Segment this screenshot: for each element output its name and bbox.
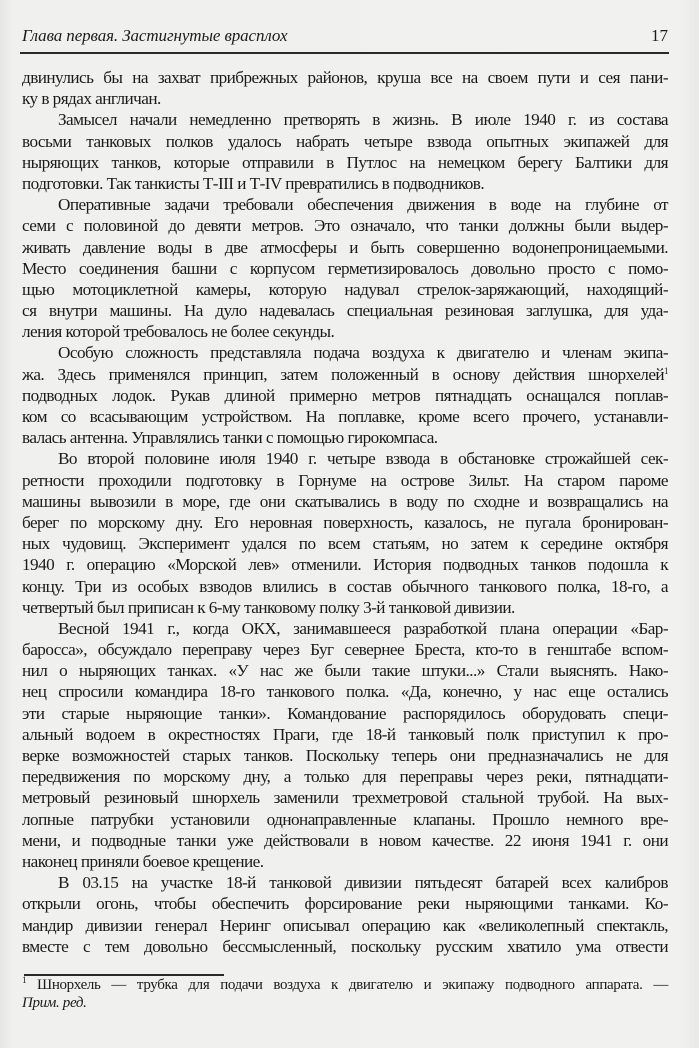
line-text: Замысел начали немедленно претворять в жизнь. В июле 1940 г. из состава (58, 110, 668, 130)
header-rule (20, 52, 669, 54)
line-text: верке возможностей старых танков. Поскольку теперь они предназначались не для (22, 746, 668, 765)
paragraph-first-line (22, 618, 668, 639)
line-text: баросса», обсуждало переправу через Буг севернее Бреста, кто-то в генштабе вспом- (22, 640, 668, 660)
text-line (22, 660, 668, 681)
line-text: вместе с тем довольно бессмысленный, поскольку русским хватило ума отвести (22, 936, 668, 956)
line-text: Оперативные задачи требовали обеспечения движения в воде на глубине от (58, 195, 668, 215)
text-line (22, 787, 668, 808)
line-text: нил о ныряющих танках. «У нас же были такие штуки...» Стали выяснять. Нако- (22, 661, 668, 681)
line-text: Место соединения башни с корпусом герметизировалось довольно просто с помо- (22, 258, 668, 278)
text-line (22, 173, 668, 194)
line-text: валась антенна. Управлялись танки с помощью гирокомпаса. (22, 428, 438, 448)
footnote-text: Шнорхель — трубка для подачи воздуха к двигателю и экипажу подводного аппарата. — (37, 977, 668, 993)
text-line (22, 67, 668, 88)
line-text: двинулись бы на захват прибрежных районов, круша все на своем пути и сея пани- (22, 68, 668, 87)
line-text: живать давление воды в две атмосферы и быть совершенно водонепроницаемыми. (22, 237, 668, 257)
line-text: наконец приняли боевое крещение. (22, 851, 264, 871)
text-line (22, 681, 668, 702)
line-text: 1940 г. операцию «Морской лев» отменили. История подводных танков подошла к (22, 555, 668, 575)
line-text: мени, и подводные танки уже действовали в новом качестве. 22 июня 1941 г. они (22, 830, 668, 850)
line-text: концу. Три из особых взводов влились в состав обычного танкового полка, 18-го, а (22, 576, 668, 596)
line-text: ныряющих танков, которые отправили в Путлос на немецком берегу Балтики для (22, 152, 668, 172)
line-text: альный водоем в окрестностях Праги, где 18-й танковый полк приступил к про- (22, 724, 668, 744)
text-line (22, 830, 668, 851)
text-line (22, 639, 668, 660)
text-line (22, 851, 668, 872)
line-text: эти старые ныряющие танки». Командование распорядилось оборудовать специ- (22, 703, 668, 723)
footnote-ref[interactable]: 1 (664, 365, 668, 376)
line-text: четвертый был приписан к 6-му танковому полку 3-й танковой дивизии. (22, 597, 515, 617)
line-text: восьми танковых полков удалось набрать четыре взвода опытных экипажей для (22, 131, 668, 151)
line-text: ретности проходили подготовку в Горнуме на острове Зильт. На старом пароме (22, 470, 668, 490)
text-line (22, 936, 668, 957)
text-line (22, 597, 668, 618)
paragraph-first-line (22, 342, 668, 363)
running-head (22, 24, 668, 50)
line-text: щью мотоциклетной камеры, которую надувал стрелок-заряжающий, находящий- (22, 279, 668, 299)
paragraph-first-line (22, 194, 668, 215)
text-line (22, 385, 668, 406)
text-line (22, 576, 668, 597)
page-number: 17 (651, 26, 668, 45)
line-text: ных чудовищ. Эксперимент удался по всем статьям, но затем к середине октября (22, 534, 668, 554)
text-line (22, 703, 668, 724)
footnote-marker: 1 (22, 975, 27, 985)
text-line (22, 364, 668, 385)
text-line (22, 215, 668, 236)
line-text: нец спросили командира 18-го танкового полка. «Да, конечно, у нас еще остались (22, 682, 668, 702)
text-line (22, 724, 668, 745)
line-text: подводных лодок. Рукав длиной примерно метров пятнадцать оснащался поплав- (22, 385, 668, 405)
text-line (22, 427, 668, 448)
text-line (22, 321, 668, 342)
footnote (22, 977, 668, 1012)
text-line (22, 915, 668, 936)
text-line (22, 893, 668, 914)
text-line (22, 745, 668, 766)
text-line (22, 491, 668, 512)
line-text: Весной 1941 г., когда ОКХ, занимавшееся разработкой плана операции «Бар- (58, 618, 668, 638)
line-text: подготовки. Так танкисты Т-III и Т-IV превратились в подводников. (22, 173, 485, 193)
line-text: берег по морскому дну. Его неровная поверхность, казалось, не пугала бронирован- (22, 512, 668, 532)
line-text: жа. Здесь применялся принцип, затем положенный в основу действия шнорхелей (22, 364, 665, 384)
footnote-rule (24, 974, 224, 976)
text-line (22, 809, 668, 830)
text-line (22, 533, 668, 554)
line-text: В 03.15 на участке 18-й танковой дивизии пятьдесят батарей всех калибров (58, 873, 668, 893)
text-line (22, 152, 668, 173)
text-line (22, 279, 668, 300)
text-line (22, 406, 668, 427)
line-text: лопные патрубки установили однонаправленные клапаны. Прошло немного вре- (22, 809, 668, 829)
text-line (22, 258, 668, 279)
line-text: Особую сложность представляла подача воздуха к двигателю и членам экипа- (58, 343, 668, 363)
text-line (22, 766, 668, 787)
text-line (22, 470, 668, 491)
paragraph-first-line (22, 448, 668, 469)
line-text: Во второй половине июля 1940 г. четыре взвода в обстановке строжайшей сек- (58, 449, 668, 469)
line-text: передвижения по морскому дну, а только для переправы через реки, пятнадцати- (22, 767, 668, 787)
line-text: открыли огонь, чтобы обеспечить форсирование реки ныряющими танками. Ко- (22, 894, 668, 914)
line-text: машины вывозили в море, где они скатывались в воду по сходне и возвращались на (22, 491, 668, 511)
line-text: мандир дивизии генерал Неринг описывал операцию как «великолепный спектакль, (22, 915, 668, 935)
chapter-title: Глава первая. Застигнутые врасплох (22, 26, 288, 45)
line-text: ления которой требовалось не более секунды. (22, 322, 335, 342)
line-text: ком со всасывающим устройством. На поплавке, кроме всего прочего, устанавли- (22, 407, 668, 426)
footnote-line (22, 977, 668, 995)
text-line (22, 131, 668, 152)
paragraph-first-line (22, 109, 668, 130)
body-text (22, 67, 668, 957)
line-text: ку в рядах англичан. (22, 89, 161, 109)
line-text: ся внутри машины. На дуло надевалась специальная резиновая заглушка, для уда- (22, 301, 668, 321)
text-line (22, 554, 668, 575)
text-line (22, 300, 668, 321)
editor-note: Прим. ред. (22, 994, 87, 1011)
text-line (22, 88, 668, 109)
line-text: метровый резиновый шнорхель заменили трехметровой стальной трубой. На вых- (22, 788, 668, 808)
line-text: семи с половиной до девяти метров. Это означало, что танки должны были выдер- (22, 216, 668, 236)
text-line (22, 512, 668, 533)
paragraph-first-line (22, 872, 668, 893)
text-line (22, 237, 668, 258)
